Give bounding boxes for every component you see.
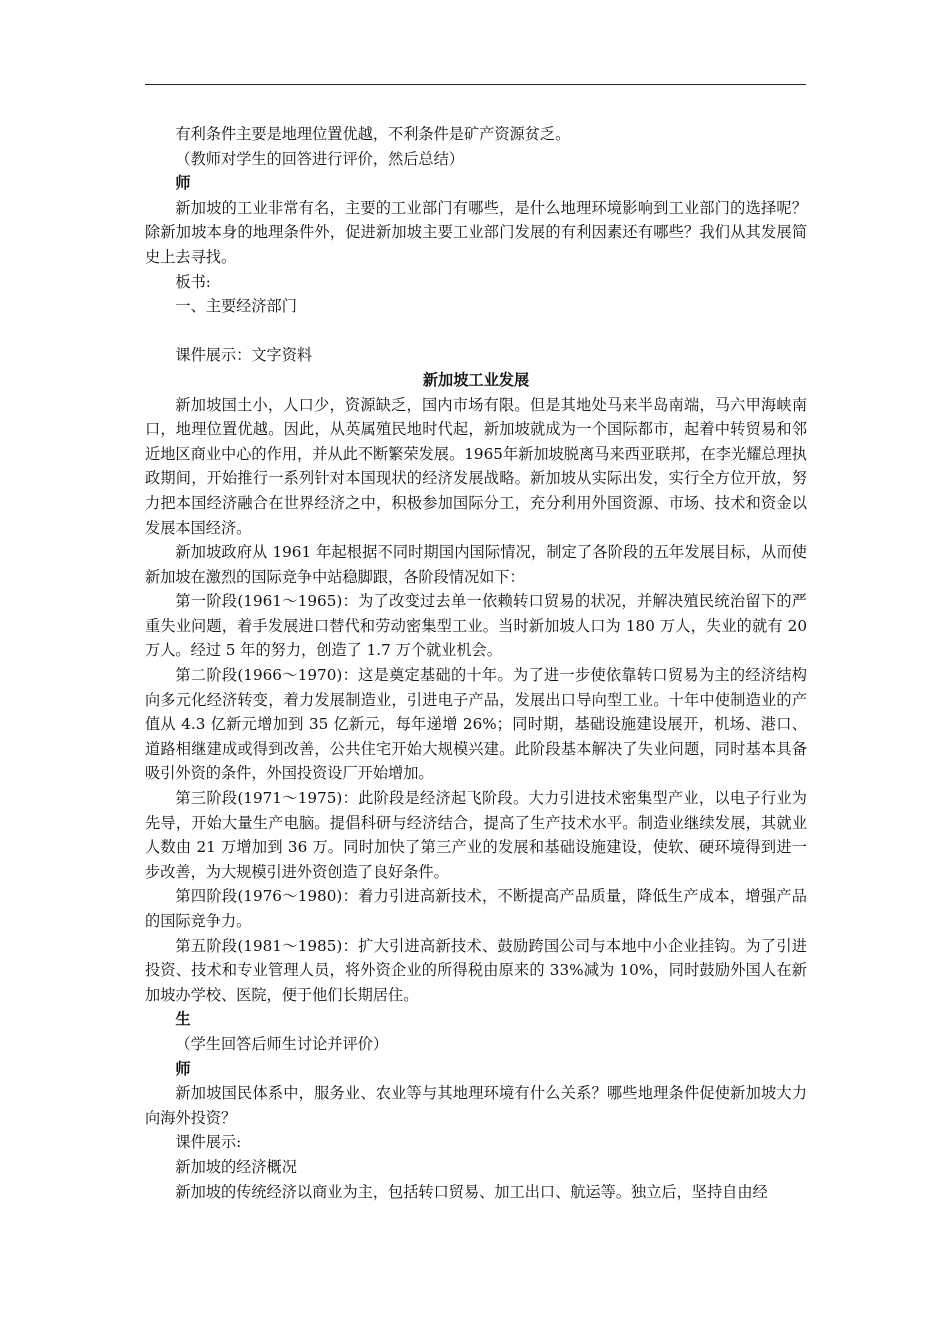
paragraph-stage-5: 第五阶段(1981～1985)：扩大引进高新技术、鼓励跨国公司与本地中小企业挂钩。为了引进投资、技术和专业管理人员，将外资企业的所得税由原来的 33%减为 10%，同时鼓励外国人在新加坡办学校、医院，便于他们长期居住。 [145,936,807,1004]
speaker-teacher-2: 师 [175,1059,191,1078]
courseware-label: 课件展示：文字资料 [175,346,313,365]
speaker-student: 生 [175,1010,191,1029]
teacher-question-2: 新加坡国民体系中，服务业、农业等与其地理环境有什么关系？哪些地理条件促使新加坡大力向海外投资？ [145,1084,807,1127]
paragraph-plans: 新加坡政府从 1961 年起根据不同时期国内国际情况，制定了各阶段的五年发展目标，从而使新加坡在激烈的国际竞争中站稳脚跟，各阶段情况如下： [145,543,807,586]
board-label: 板书: [175,272,211,291]
teacher-note: （教师对学生的回答进行评价，然后总结） [175,149,464,168]
section-title: 新加坡工业发展 [422,370,530,389]
blank-line [145,319,807,344]
paragraph-stage-1: 第一阶段(1961～1965)：为了改变过去单一依赖转口贸易的状况，并解决殖民统治留下的严重失业问题，着手发展进口替代和劳动密集型工业。当时新加坡人口为 180 万人，失业的就有 20 万人。经过 5 年的努力，创造了 1.7 万个就业机会。 [145,592,807,660]
economy-paragraph: 新加坡的传统经济以商业为主，包括转口贸易、加工出口、航运等。独立后，坚持自由经 [175,1182,768,1201]
paragraph-stage-3: 第三阶段(1971～1975)：此阶段是经济起飞阶段。大力引进技术密集型产业，以电子行业为先导，开始大量生产电脑。提倡科研与经济结合，提高了生产技术水平。制造业继续发展，其就业人数由 21 万增加到 36 万。同时加快了第三产业的发展和基础设施建设，使软、硬环境得到进一步改善，为大规模引进外资创造了良好条件。 [145,789,807,881]
answer-line: 有利条件主要是地理位置优越，不利条件是矿产资源贫乏。 [175,125,571,143]
courseware-label-2: 课件展示: [175,1133,242,1152]
paragraph-stage-2: 第二阶段(1966～1970)：这是奠定基础的十年。为了进一步使依靠转口贸易为主的经济结构向多元化经济转变，着力发展制造业，引进电子产品，发展出口导向型工业。十年中使制造业的产值从 4.3 亿新元增加到 35 亿新元，每年递增 26%；同时期，基础设施建设展开，机场、港口、道路相继建成或得到改善，公共住宅开始大规模兴建。此阶段基本解决了失业问题，同时基本具备吸引外资的条件，外国投资设厂开始增加。 [145,666,807,783]
economy-heading: 新加坡的经济概况 [175,1157,297,1176]
teacher-question: 新加坡的工业非常有名，主要的工业部门有哪些，是什么地理环境影响到工业部门的选择呢？除新加坡本身的地理条件外，促进新加坡主要工业部门发展的有利因素还有哪些？我们从其发展简史上去寻找。 [145,198,807,266]
student-note: （学生回答后师生讨论并评价） [175,1034,389,1053]
paragraph-overview: 新加坡国土小，人口少，资源缺乏，国内市场有限。但是其地处马来半岛南端，马六甲海峡南口，地理位置优越。因此，从英属殖民地时代起，新加坡就成为一个国际都市，起着中转贸易和邻近地区商业中心的作用，并从此不断繁荣发展。1965年新加坡脱离马来西亚联邦，在李光耀总理执政期间，开始推行一系列针对本国现状的经济发展战略。新加坡从实际出发，实行全方位开放，努力把本国经济融合在世界经济之中，积极参加国际分工，充分利用外国资源、市场、技术和资金以发展本国经济。 [145,395,807,537]
header-rule [145,84,806,85]
document-body [145,122,807,1204]
board-heading: 一、主要经济部门 [175,297,297,316]
paragraph-stage-4: 第四阶段(1976～1980)：着力引进高新技术，不断提高产品质量，降低生产成本，增强产品的国际竞争力。 [145,887,807,930]
speaker-teacher: 师 [175,174,191,193]
